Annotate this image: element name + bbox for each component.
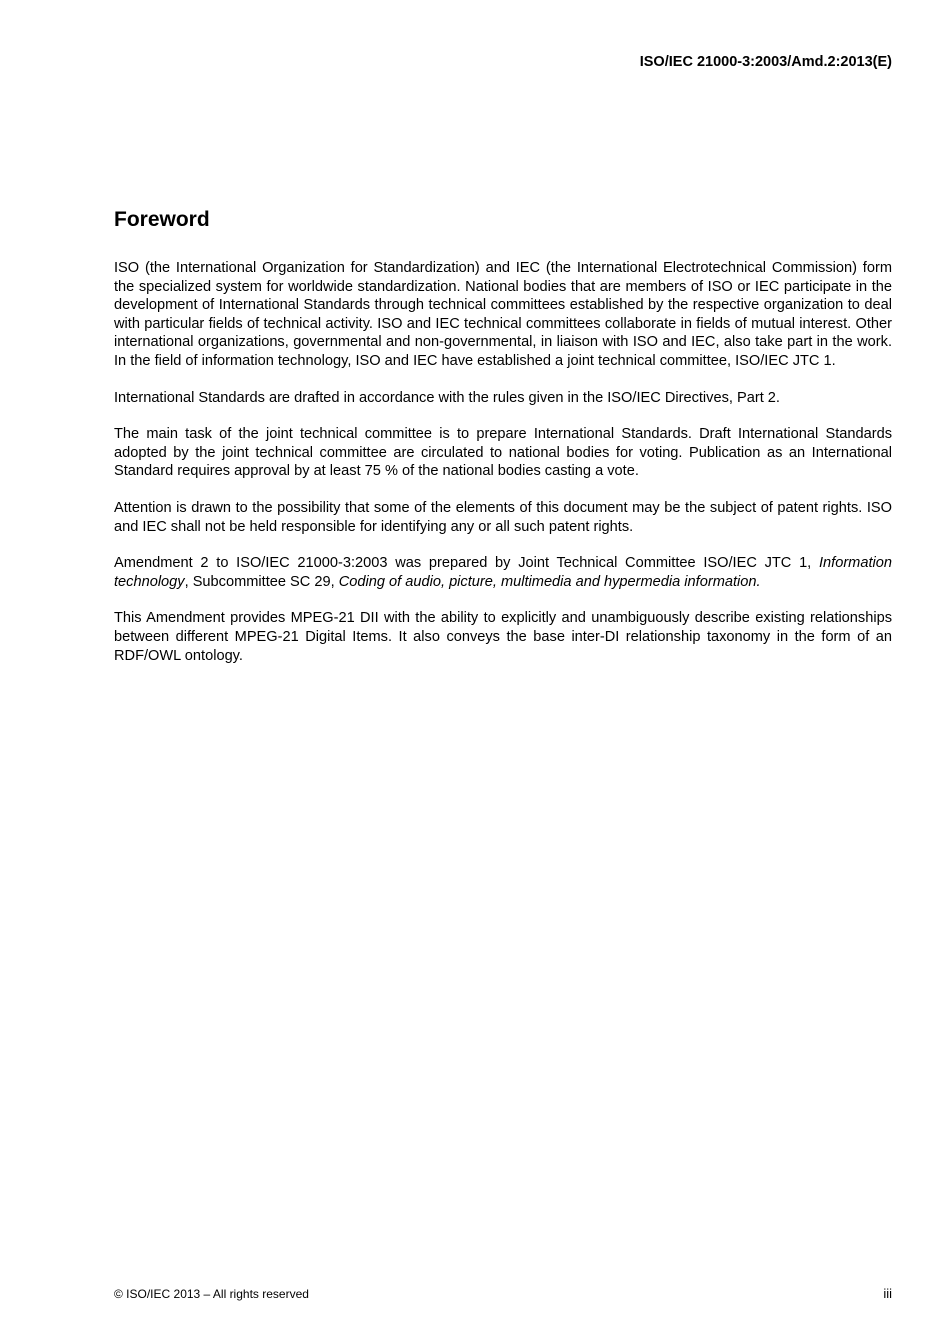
page-number: iii [883,1286,892,1301]
amendment-text: Amendment 2 to ISO/IEC 21000-3:2003 was prepared by Joint Technical Committee ISO/IEC JTC 1, [114,555,819,572]
subcommittee-name: Coding of audio, picture, multimedia and hypermedia information. [338,573,761,590]
copyright-notice: © ISO/IEC 2013 – All rights reserved [114,1287,309,1301]
section-title: Foreword [114,208,210,231]
amendment-text-continued: , Subcommittee SC 29, [184,573,339,590]
document-id: ISO/IEC 21000-3:2003/Amd.2:2013(E) [639,54,892,70]
paragraph-patent-rights: Attention is drawn to the possibility that some of the elements of this document may be the subject of patent rights. ISO and IEC shall not be held responsible for identifying any or all such patent rights. [114,499,892,535]
paragraph-standardization: ISO (the International Organization for Standardization) and IEC (the International Electrotechnical Commission) form the specialized system for worldwide standardization. National bodies that are members of ISO or IEC participate in the development of International Standards through technical committees established by the respective organization to deal with particular fields of technical activity. ISO and IEC technical committees collaborate in fields of mutual interest. Other international organizations, governmental and non-governmental, in liaison with ISO and IEC, also take part in the work. In the field of information technology, ISO and IEC have established a joint technical committee, ISO/IEC JTC 1. [114,260,892,369]
paragraph-main-task: The main task of the joint technical committee is to prepare International Standards. Draft International Standards adopted by the joint technical committee are circulated to national bodies for voting. Publication as an International Standard requires approval by at least 75 % of the national bodies casting a vote. [114,426,892,480]
paragraph-amendment [114,554,892,591]
committee-name: Information technology [114,555,892,590]
paragraph-directives: International Standards are drafted in accordance with the rules given in the ISO/IEC Directives, Part 2. [114,389,780,406]
paragraph-amendment-scope: This Amendment provides MPEG-21 DII with the ability to explicitly and unambiguously describe existing relationships between different MPEG-21 Digital Items. It also conveys the base inter-DI relationship taxonomy in the form of an RDF/OWL ontology. [114,610,892,664]
foreword-body [114,259,892,683]
